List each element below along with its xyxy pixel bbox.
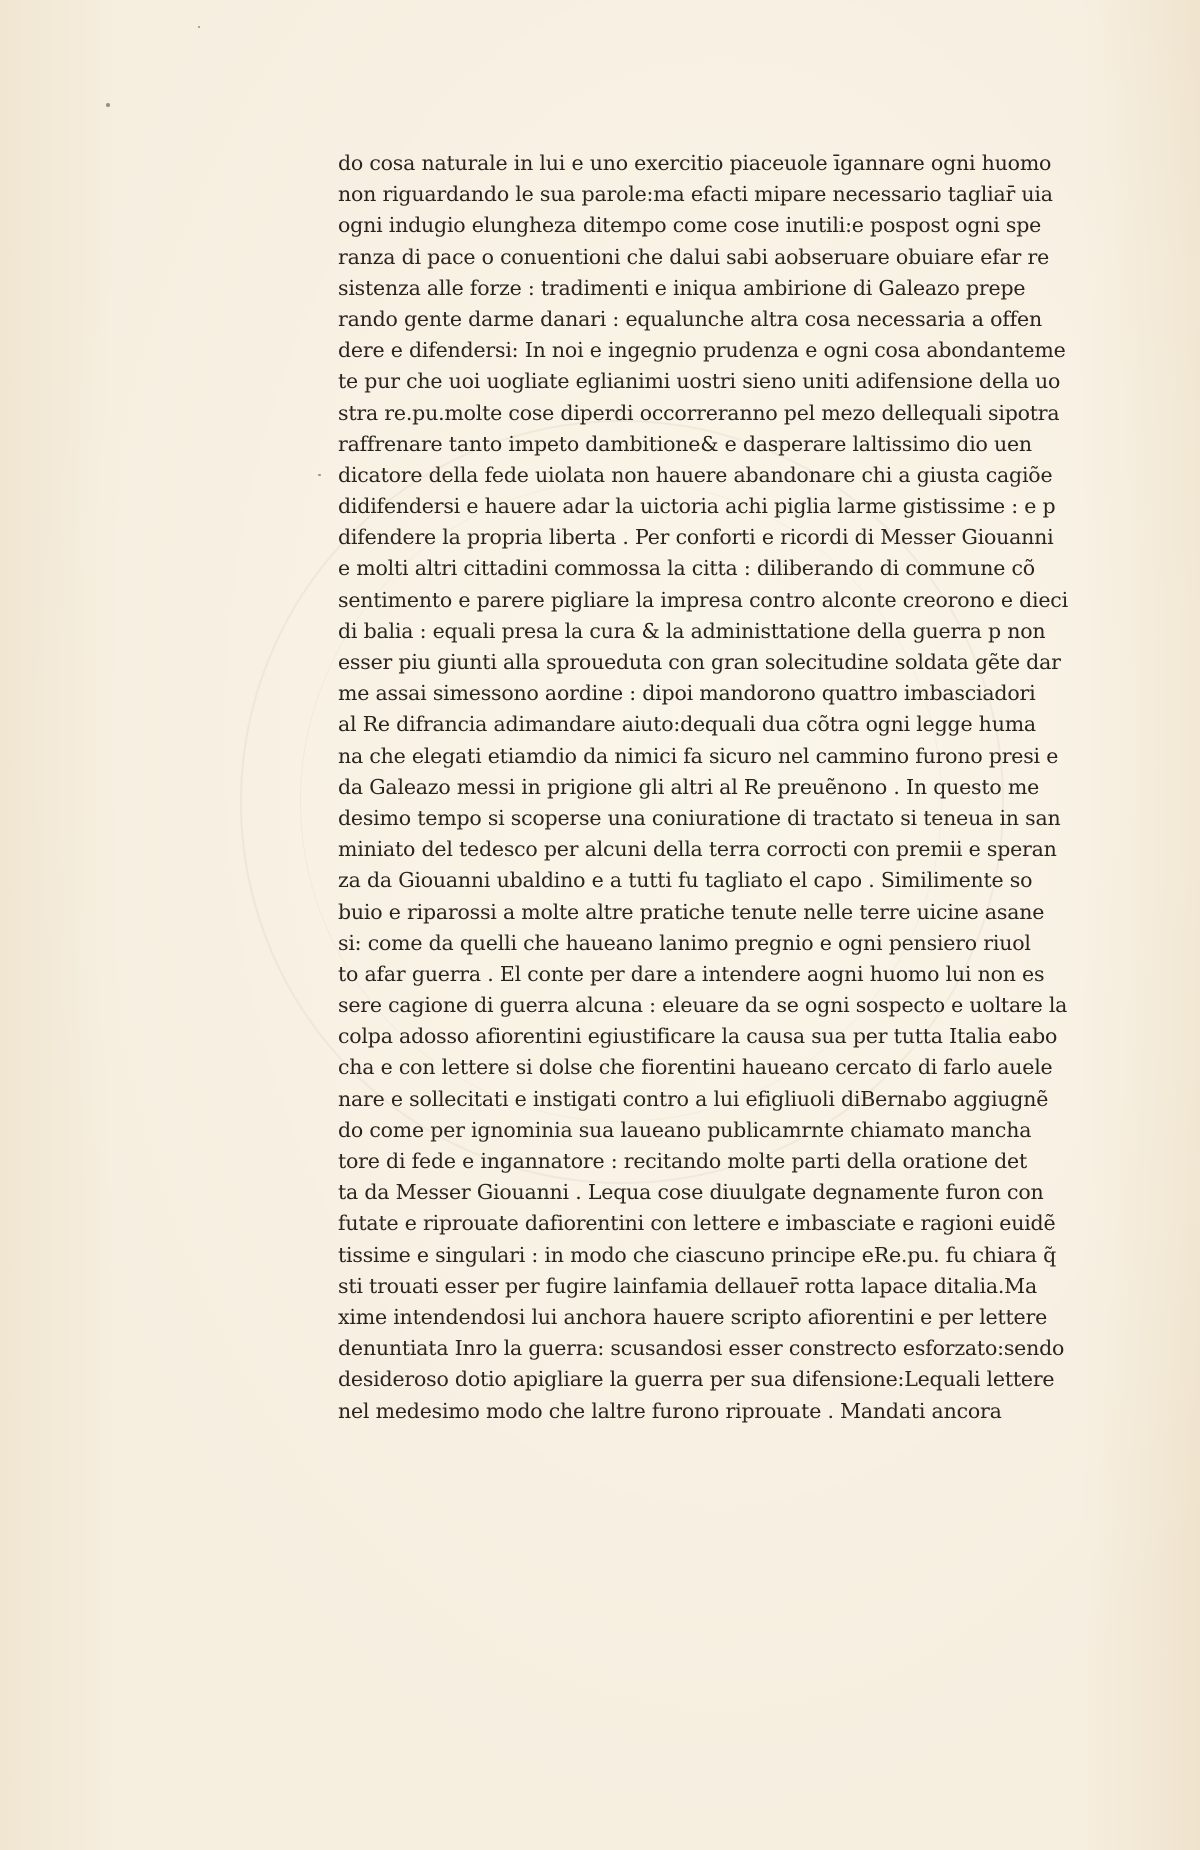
text-column xyxy=(338,148,1128,1427)
text-line: sistenza alle forze : tradimenti e iniqua ambirione di Galeazo prepe xyxy=(338,275,1026,300)
text-line: da Galeazo messi in prigione gli altri al Re preuẽnono . In questo me xyxy=(338,774,1040,799)
text-line: sentimento e parere pigliare la impresa contro alconte creorono e dieci xyxy=(338,587,1068,612)
text-line: nel medesimo modo che laltre furono riprouate . Mandati ancora xyxy=(338,1398,1002,1423)
text-line: desideroso dotio apigliare la guerra per sua difensione:Lequali lettere xyxy=(338,1367,1055,1392)
text-line: futate e riprouate dafiorentini con lettere e imbasciate e ragioni euidẽ xyxy=(338,1211,1056,1236)
text-line: sti trouati esser per fugire lainfamia dellauer̄ rotta lapace ditalia.Ma xyxy=(338,1273,1037,1298)
text-line: me assai simessono aordine : dipoi mandorono quattro imbasciadori xyxy=(338,681,1036,706)
text-line: rando gente darme danari : equalunche altra cosa necessaria a offen xyxy=(338,306,1042,331)
ink-speck xyxy=(198,26,200,28)
text-line: sere cagione di guerra alcuna : eleuare da se ogni sospecto e uoltare la xyxy=(338,993,1068,1018)
text-line: didifendersi e hauere adar la uictoria achi piglia larme gistissime : e p xyxy=(338,494,1056,519)
text-line: stra re.pu.molte cose diperdi occorreranno pel mezo dellequali sipotra xyxy=(338,400,1060,425)
text-line: esser piu giunti alla sproueduta con gran solecitudine soldata gẽte dar xyxy=(338,650,1061,674)
text-line: te pur che uoi uogliate eglianimi uostri sieno uniti adifensione della uo xyxy=(338,369,1061,394)
text-line: ta da Messer Giouanni . Lequa cose diuulgate degnamente furon con xyxy=(338,1180,1044,1205)
text-line: cha e con lettere si dolse che fiorentini haueano cercato di farlo auele xyxy=(338,1055,1053,1080)
text-line: denuntiata Inro la guerra: scusandosi esser constrecto esforzato:sendo xyxy=(338,1336,1065,1361)
text-line: do come per ignominia sua laueano publicamrnte chiamato mancha xyxy=(338,1117,1032,1142)
text-line: al Re difrancia adimandare aiuto:dequali dua cõtra ogni legge huma xyxy=(338,712,1036,737)
text-line: tissime e singulari : in modo che ciascuno principe eRe.pu. fu chiara q̃ xyxy=(338,1242,1056,1267)
text-line: non riguardando le sua parole:ma efacti mipare necessario tagliar̄ uia xyxy=(338,182,1053,207)
text-line: nare e sollecitati e instigati contro a lui efigliuoli diBernabo aggiugnẽ xyxy=(338,1086,1049,1111)
text-line: difendere la propria liberta . Per conforti e ricordi di Messer Giouanni xyxy=(338,525,1054,550)
text-line: buio e riparossi a molte altre pratiche tenute nelle terre uicine asane xyxy=(338,899,1045,924)
text-line: dicatore della fede uiolata non hauere abandonare chi a giusta cagiõe xyxy=(338,462,1053,487)
text-line: ogni indugio elungheza ditempo come cose inutili:e pospost ogni spe xyxy=(338,213,1042,238)
text-line: desimo tempo si scoperse una coniuratione di tractato si teneua in san xyxy=(338,805,1061,830)
ink-speck xyxy=(318,474,321,476)
text-line: to afar guerra . El conte per dare a intendere aogni huomo lui non es xyxy=(338,961,1045,986)
text-line: xime intendendosi lui anchora hauere scripto afiorentini e per lettere xyxy=(338,1304,1048,1329)
text-line: colpa adosso afiorentini egiustificare la causa sua per tutta Italia eabo xyxy=(338,1024,1058,1049)
text-line: do cosa naturale in lui e uno exercitio piaceuole īgannare ogni huomo xyxy=(338,151,1052,175)
text-line: miniato del tedesco per alcuni della terra corrocti con premii e speran xyxy=(338,837,1057,862)
text-line: e molti altri cittadini commossa la citta : diliberando di commune cõ xyxy=(338,556,1035,581)
text-line: si: come da quelli che haueano lanimo pregnio e ogni pensiero riuol xyxy=(338,930,1031,955)
text-line: ranza di pace o conuentioni che dalui sabi aobseruare obuiare efar re xyxy=(338,244,1050,269)
text-line: za da Giouanni ubaldino e a tutti fu tagliato el capo . Similimente so xyxy=(338,868,1033,893)
text-line: dere e difendersi: In noi e ingegnio prudenza e ogni cosa abondanteme xyxy=(338,338,1066,363)
ink-speck xyxy=(106,103,110,107)
text-line: na che elegati etiamdio da nimici fa sicuro nel cammino furono presi e xyxy=(338,743,1059,768)
text-line: tore di fede e ingannatore : recitando molte parti della oratione det xyxy=(338,1149,1027,1173)
text-line: raffrenare tanto impeto dambitione& e dasperare laltissimo dio uen xyxy=(338,431,1032,456)
text-line: di balia : equali presa la cura & la administtatione della guerra p non xyxy=(338,618,1046,643)
